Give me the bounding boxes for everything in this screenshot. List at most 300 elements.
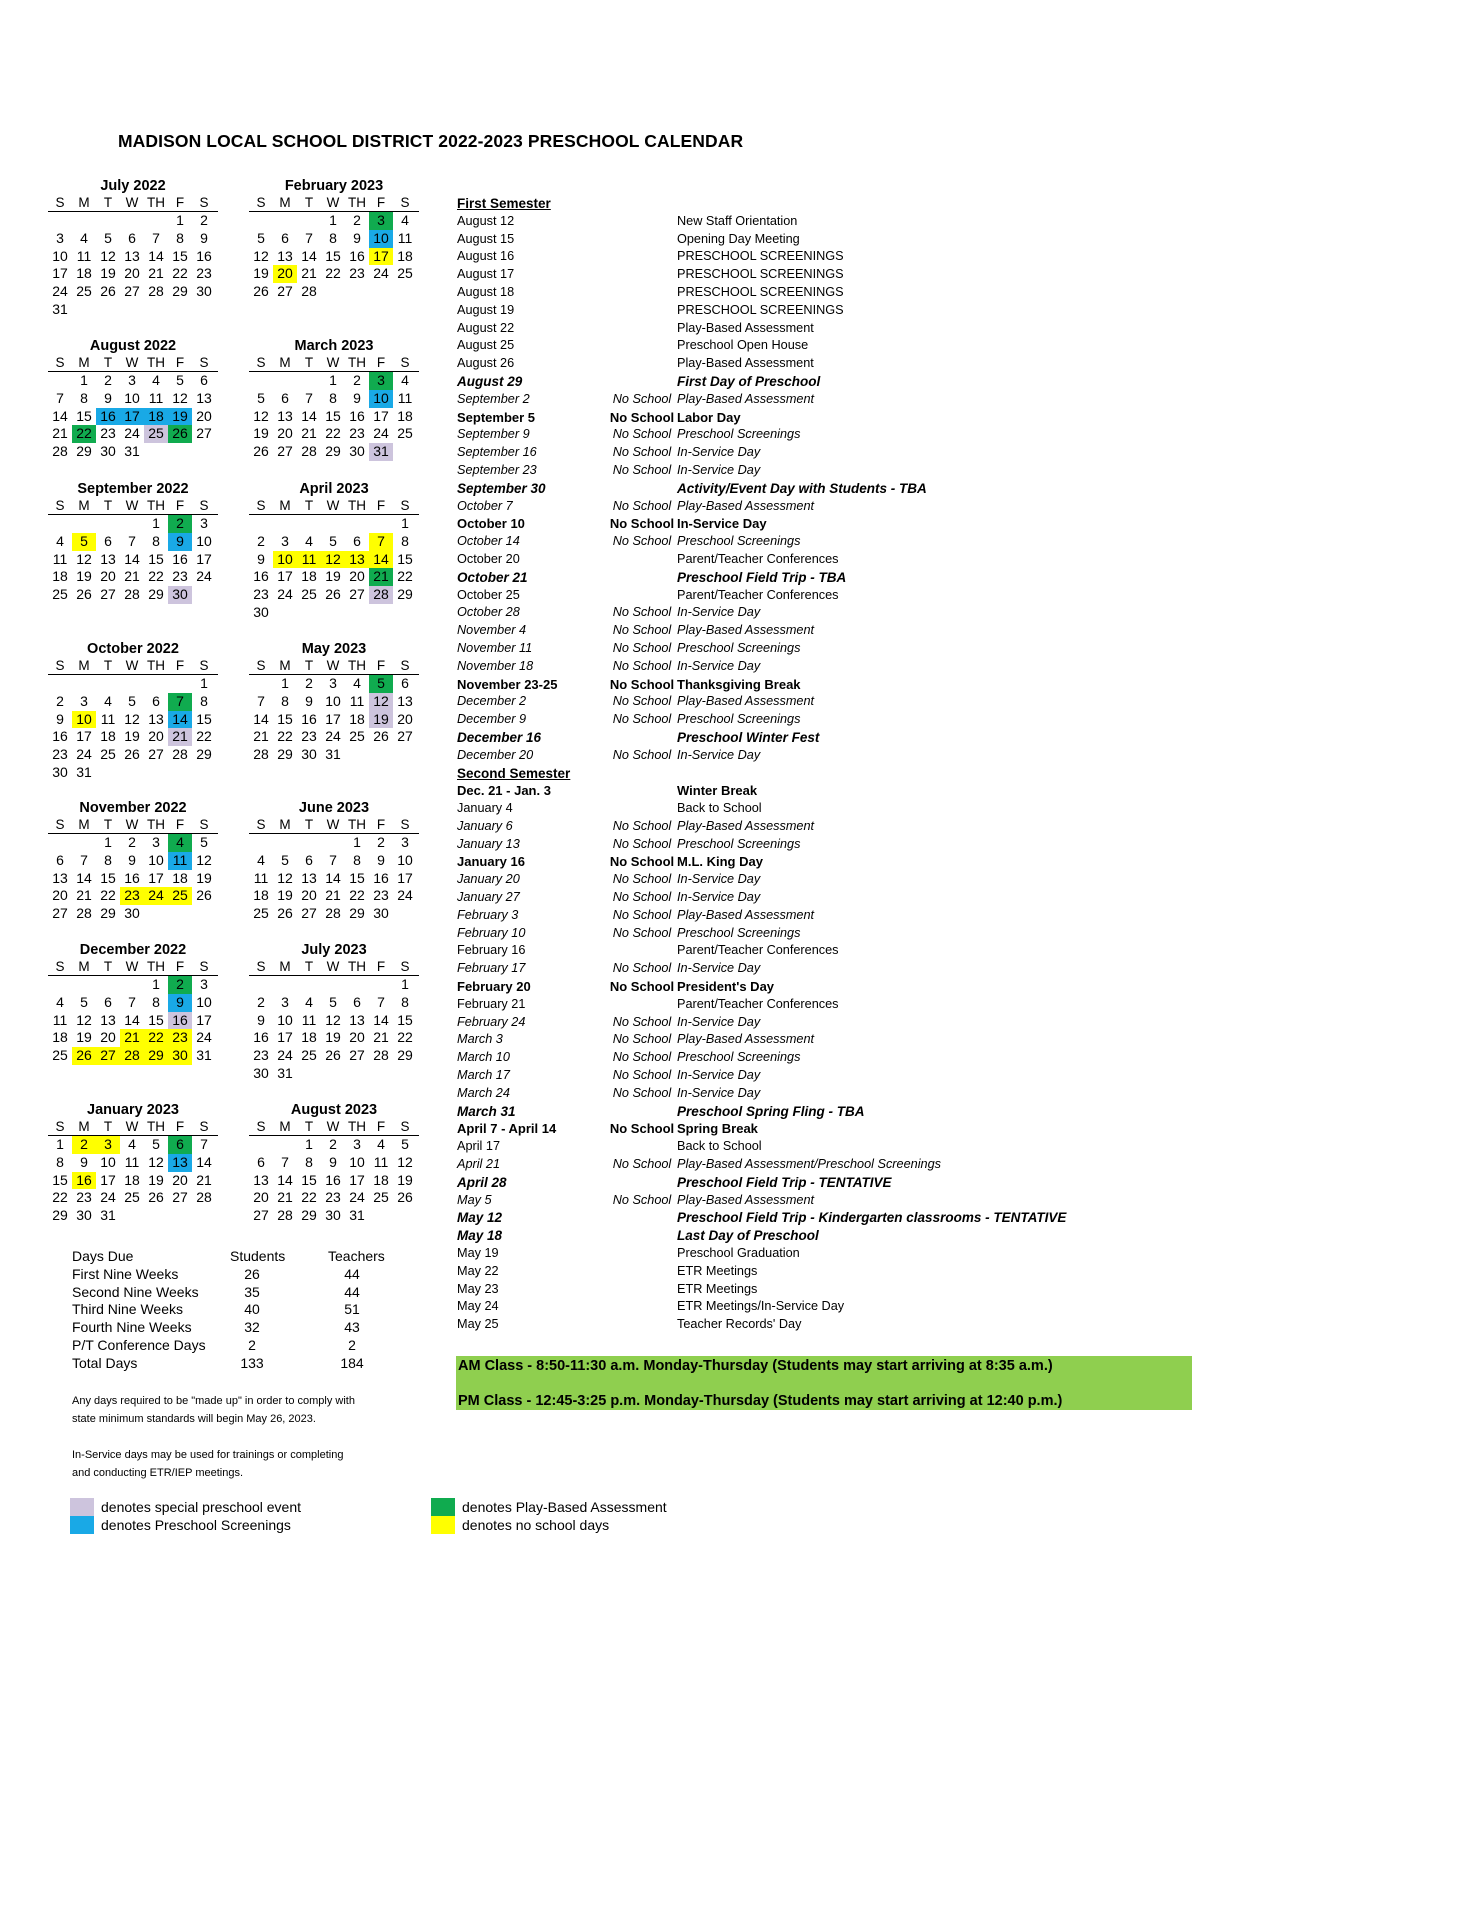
weekday-label: S bbox=[400, 355, 410, 370]
day-cell: 26 bbox=[325, 1047, 341, 1064]
day-cell: 8 bbox=[176, 229, 184, 246]
weekday-label: F bbox=[175, 498, 185, 513]
inservice-note bbox=[72, 1446, 392, 1482]
day-cell: 19 bbox=[76, 568, 92, 585]
month-calendar bbox=[249, 338, 419, 461]
event-row bbox=[457, 1227, 1217, 1245]
event-row bbox=[457, 889, 1217, 907]
day-cell: 21 bbox=[325, 887, 341, 904]
no-school-flag: No School bbox=[609, 1121, 675, 1137]
day-cell: 17 bbox=[369, 248, 393, 266]
day-cell: 6 bbox=[353, 993, 361, 1010]
weekday-label: TH bbox=[147, 498, 165, 513]
day-cell: 16 bbox=[349, 247, 365, 264]
month-calendar bbox=[48, 481, 218, 604]
weekday-label: TH bbox=[147, 195, 165, 210]
empty-day-cell bbox=[249, 675, 273, 693]
day-cell: 15 bbox=[277, 710, 293, 727]
weekday-label: F bbox=[376, 1119, 386, 1134]
event-date: February 17 bbox=[457, 961, 526, 976]
day-cell: 15 bbox=[196, 710, 212, 727]
event-label: In-Service Day bbox=[677, 1068, 761, 1083]
day-cell: 2 bbox=[329, 1136, 337, 1152]
month-calendar bbox=[249, 942, 419, 1083]
day-cell: 6 bbox=[104, 993, 112, 1010]
event-label: PRESCHOOL SCREENINGS bbox=[677, 267, 844, 282]
day-cell: 9 bbox=[353, 229, 361, 246]
day-cell: 22 bbox=[144, 1029, 168, 1047]
day-cell: 13 bbox=[100, 1011, 116, 1028]
day-cell: 25 bbox=[76, 283, 92, 300]
no-school-flag: No School bbox=[609, 409, 675, 425]
weekday-label: W bbox=[125, 959, 139, 974]
event-date: January 20 bbox=[457, 872, 520, 887]
day-cell: 25 bbox=[100, 746, 116, 763]
event-label: Play-Based Assessment bbox=[677, 356, 814, 371]
day-cell: 24 bbox=[76, 746, 92, 763]
day-cell: 10 bbox=[369, 230, 393, 248]
weekday-label: M bbox=[78, 355, 90, 370]
weekday-label: S bbox=[199, 1119, 209, 1134]
event-row bbox=[457, 391, 1217, 409]
empty-day-cell bbox=[249, 515, 273, 533]
day-cell: 6 bbox=[168, 1136, 192, 1154]
event-label: In-Service Day bbox=[677, 462, 761, 477]
event-date: October 28 bbox=[457, 605, 520, 620]
day-cell: 10 bbox=[52, 247, 68, 264]
day-cell: 4 bbox=[80, 229, 88, 246]
event-row bbox=[457, 587, 1217, 605]
day-cell: 6 bbox=[401, 675, 409, 691]
event-date: December 9 bbox=[457, 712, 527, 727]
weekday-label: T bbox=[103, 1119, 113, 1134]
day-cell: 15 bbox=[172, 247, 188, 264]
no-school-flag: No School bbox=[612, 747, 672, 762]
day-cell: 15 bbox=[397, 550, 413, 567]
event-label: Activity/Event Day with Students - TBA bbox=[677, 480, 927, 496]
event-date: May 22 bbox=[457, 1263, 499, 1278]
day-cell: 18 bbox=[76, 265, 92, 282]
empty-day-cell bbox=[249, 372, 273, 390]
no-school-flag: No School bbox=[612, 534, 672, 549]
day-cell: 18 bbox=[124, 1171, 140, 1188]
day-cell: 10 bbox=[349, 1153, 365, 1170]
month-calendar bbox=[48, 641, 218, 782]
weekday-header bbox=[48, 817, 218, 834]
event-row bbox=[457, 853, 1217, 871]
students-value: 26 bbox=[244, 1265, 260, 1282]
day-cell: 27 bbox=[253, 1207, 269, 1224]
day-cell: 10 bbox=[148, 851, 164, 868]
day-cell: 11 bbox=[148, 389, 164, 406]
event-date: August 16 bbox=[457, 249, 515, 264]
weekday-label: TH bbox=[348, 355, 366, 370]
no-school-flag: No School bbox=[609, 516, 675, 532]
month-name: September 2022 bbox=[77, 481, 189, 497]
days-due-row bbox=[72, 1319, 392, 1337]
month-calendar bbox=[48, 1102, 218, 1225]
weekday-label: T bbox=[304, 658, 314, 673]
makeup-note bbox=[72, 1392, 392, 1428]
no-school-flag: No School bbox=[609, 979, 675, 995]
day-cell: 11 bbox=[297, 551, 321, 569]
empty-day-cell bbox=[345, 976, 369, 994]
weekday-label: W bbox=[326, 1119, 340, 1134]
event-label: Teacher Records' Day bbox=[677, 1317, 802, 1332]
day-cell: 4 bbox=[168, 834, 192, 852]
day-cell: 14 bbox=[277, 1171, 293, 1188]
day-cell: 16 bbox=[301, 710, 317, 727]
day-cell: 17 bbox=[148, 869, 164, 886]
day-cell: 2 bbox=[377, 834, 385, 850]
day-cell: 5 bbox=[72, 533, 96, 551]
event-row bbox=[457, 409, 1217, 427]
day-cell: 16 bbox=[196, 247, 212, 264]
event-row bbox=[457, 1298, 1217, 1316]
day-cell: 18 bbox=[172, 869, 188, 886]
day-cell: 9 bbox=[56, 710, 64, 727]
day-cell: 27 bbox=[148, 746, 164, 763]
event-label: Play-Based Assessment bbox=[677, 498, 815, 513]
weekday-label: M bbox=[279, 1119, 291, 1134]
empty-day-cell bbox=[72, 675, 96, 693]
day-grid bbox=[48, 834, 218, 923]
day-cell: 31 bbox=[52, 300, 68, 317]
day-cell: 13 bbox=[168, 1154, 192, 1172]
day-cell: 30 bbox=[76, 1207, 92, 1224]
day-cell: 23 bbox=[301, 728, 317, 745]
empty-day-cell bbox=[120, 515, 144, 533]
empty-day-cell bbox=[249, 976, 273, 994]
no-school-flag: No School bbox=[612, 427, 672, 442]
day-cell: 3 bbox=[96, 1136, 120, 1154]
day-cell: 13 bbox=[345, 551, 369, 569]
event-row bbox=[457, 640, 1217, 658]
event-row bbox=[457, 569, 1217, 587]
day-cell: 11 bbox=[349, 692, 365, 709]
weekday-label: W bbox=[125, 355, 139, 370]
day-cell: 31 bbox=[369, 443, 393, 461]
event-label: Preschool Field Trip - TBA bbox=[677, 569, 847, 585]
day-cell: 19 bbox=[253, 425, 269, 442]
day-cell: 14 bbox=[373, 1011, 389, 1028]
day-cell: 10 bbox=[325, 692, 341, 709]
weekday-label: M bbox=[78, 658, 90, 673]
day-cell: 13 bbox=[277, 247, 293, 264]
day-grid bbox=[249, 976, 419, 1083]
weekday-header bbox=[249, 1119, 419, 1136]
day-grid bbox=[48, 212, 218, 319]
day-cell: 13 bbox=[301, 869, 317, 886]
empty-day-cell bbox=[120, 976, 144, 994]
event-date: December 20 bbox=[457, 747, 534, 762]
day-cell: 27 bbox=[100, 586, 116, 603]
day-cell: 25 bbox=[373, 1189, 389, 1206]
empty-day-cell bbox=[120, 212, 144, 230]
event-row bbox=[457, 1281, 1217, 1299]
event-date: November 11 bbox=[457, 640, 533, 655]
day-cell: 20 bbox=[52, 887, 68, 904]
weekday-label: S bbox=[55, 355, 65, 370]
day-cell: 23 bbox=[349, 265, 365, 282]
day-cell: 27 bbox=[277, 283, 293, 300]
weekday-label: TH bbox=[147, 817, 165, 832]
weekday-label: M bbox=[279, 195, 291, 210]
day-cell: 8 bbox=[305, 1153, 313, 1170]
day-cell: 11 bbox=[168, 852, 192, 870]
day-cell: 9 bbox=[353, 389, 361, 406]
semester-heading bbox=[457, 765, 1217, 783]
day-cell: 3 bbox=[369, 212, 393, 230]
event-date: August 19 bbox=[457, 302, 515, 317]
event-date: February 3 bbox=[457, 907, 519, 922]
row-label: Second Nine Weeks bbox=[72, 1283, 199, 1300]
day-cell: 13 bbox=[100, 550, 116, 567]
month-name: July 2022 bbox=[100, 178, 166, 194]
event-date: Dec. 21 - Jan. 3 bbox=[457, 783, 551, 799]
day-cell: 4 bbox=[128, 1136, 136, 1152]
pm-class-time: PM Class - 12:45-3:25 p.m. Monday-Thursday (Students may start arriving at 12:40 p.m.) bbox=[458, 1393, 1063, 1409]
day-cell: 10 bbox=[273, 551, 297, 569]
day-cell: 23 bbox=[168, 1029, 192, 1047]
day-cell: 8 bbox=[80, 389, 88, 406]
event-label: Opening Day Meeting bbox=[677, 231, 800, 246]
day-cell: 16 bbox=[124, 869, 140, 886]
day-cell: 1 bbox=[305, 1136, 313, 1152]
event-date: October 21 bbox=[457, 569, 528, 585]
event-label: ETR Meetings bbox=[677, 1281, 758, 1296]
weekday-label: S bbox=[256, 355, 266, 370]
day-cell: 20 bbox=[273, 265, 297, 283]
day-cell: 28 bbox=[277, 1207, 293, 1224]
event-label: Play-Based Assessment/Preschool Screenings bbox=[677, 1157, 941, 1172]
day-cell: 16 bbox=[325, 1171, 341, 1188]
day-cell: 8 bbox=[401, 993, 409, 1010]
day-cell: 8 bbox=[56, 1153, 64, 1170]
day-cell: 26 bbox=[373, 728, 389, 745]
empty-day-cell bbox=[273, 976, 297, 994]
day-cell: 22 bbox=[52, 1189, 68, 1206]
day-cell: 10 bbox=[397, 851, 413, 868]
empty-day-cell bbox=[273, 515, 297, 533]
weekday-header bbox=[48, 959, 218, 976]
event-row bbox=[457, 231, 1217, 249]
weekday-label: S bbox=[55, 195, 65, 210]
day-cell: 7 bbox=[281, 1153, 289, 1170]
day-cell: 5 bbox=[257, 229, 265, 246]
teachers-value: 2 bbox=[348, 1336, 356, 1353]
weekday-label: T bbox=[103, 355, 113, 370]
day-cell: 4 bbox=[56, 532, 64, 549]
day-grid bbox=[48, 372, 218, 461]
weekday-header bbox=[249, 498, 419, 515]
event-label: Preschool Field Trip - TENTATIVE bbox=[677, 1174, 892, 1190]
day-cell: 6 bbox=[281, 389, 289, 406]
month-name: June 2023 bbox=[298, 800, 370, 816]
month-name: July 2023 bbox=[301, 942, 367, 958]
day-grid bbox=[48, 675, 218, 782]
event-label: Preschool Open House bbox=[677, 338, 809, 353]
weekday-label: T bbox=[103, 658, 113, 673]
weekday-label: S bbox=[199, 195, 209, 210]
day-cell: 11 bbox=[76, 247, 92, 264]
day-cell: 6 bbox=[305, 851, 313, 868]
day-cell: 1 bbox=[329, 372, 337, 388]
day-cell: 16 bbox=[168, 1012, 192, 1030]
weekday-label: S bbox=[400, 498, 410, 513]
green-swatch-icon bbox=[431, 1498, 455, 1516]
day-cell: 19 bbox=[168, 408, 192, 426]
day-cell: 9 bbox=[168, 994, 192, 1012]
day-cell: 20 bbox=[172, 1171, 188, 1188]
month-calendar bbox=[249, 641, 419, 764]
empty-day-cell bbox=[297, 976, 321, 994]
no-school-flag: No School bbox=[612, 658, 672, 673]
day-cell: 9 bbox=[128, 851, 136, 868]
day-cell: 24 bbox=[144, 887, 168, 905]
makeup-note-line: Any days required to be "made up" in order to comply with bbox=[72, 1395, 355, 1407]
empty-day-cell bbox=[96, 976, 120, 994]
day-cell: 7 bbox=[128, 532, 136, 549]
weekday-header bbox=[249, 658, 419, 675]
event-date: November 18 bbox=[457, 658, 534, 673]
event-row bbox=[457, 355, 1217, 373]
day-cell: 28 bbox=[301, 283, 317, 300]
day-cell: 19 bbox=[196, 869, 212, 886]
day-cell: 15 bbox=[301, 1171, 317, 1188]
day-cell: 31 bbox=[349, 1207, 365, 1224]
day-cell: 28 bbox=[172, 746, 188, 763]
day-cell: 30 bbox=[100, 443, 116, 460]
day-cell: 1 bbox=[176, 212, 184, 228]
weekday-label: S bbox=[256, 1119, 266, 1134]
weekday-label: T bbox=[103, 959, 113, 974]
event-row bbox=[457, 978, 1217, 996]
day-grid bbox=[48, 976, 218, 1065]
day-cell: 26 bbox=[397, 1189, 413, 1206]
event-date: August 12 bbox=[457, 213, 515, 228]
weekday-label: W bbox=[125, 817, 139, 832]
day-cell: 9 bbox=[104, 389, 112, 406]
event-row bbox=[457, 836, 1217, 854]
header-students: Students bbox=[230, 1248, 286, 1264]
day-cell: 21 bbox=[76, 887, 92, 904]
event-row bbox=[457, 533, 1217, 551]
empty-day-cell bbox=[120, 675, 144, 693]
days-due-header bbox=[72, 1248, 392, 1266]
weekday-label: S bbox=[256, 658, 266, 673]
weekday-label: S bbox=[55, 658, 65, 673]
day-cell: 3 bbox=[80, 692, 88, 709]
day-cell: 31 bbox=[76, 763, 92, 780]
weekday-label: T bbox=[304, 1119, 314, 1134]
day-cell: 5 bbox=[176, 372, 184, 388]
day-cell: 20 bbox=[196, 407, 212, 424]
day-cell: 27 bbox=[124, 283, 140, 300]
day-cell: 27 bbox=[277, 443, 293, 460]
no-school-flag: No School bbox=[609, 676, 675, 692]
no-school-flag: No School bbox=[612, 890, 672, 905]
event-date: March 3 bbox=[457, 1032, 503, 1047]
event-label: Play-Based Assessment bbox=[677, 907, 815, 922]
weekday-label: F bbox=[175, 817, 185, 832]
day-grid bbox=[48, 515, 218, 604]
day-cell: 9 bbox=[377, 851, 385, 868]
event-date: August 26 bbox=[457, 356, 515, 371]
event-row bbox=[457, 1245, 1217, 1263]
day-cell: 15 bbox=[325, 407, 341, 424]
day-cell: 17 bbox=[100, 1171, 116, 1188]
day-cell: 6 bbox=[353, 532, 361, 549]
lavender-swatch-icon bbox=[70, 1498, 94, 1516]
day-cell: 26 bbox=[124, 746, 140, 763]
empty-day-cell bbox=[72, 515, 96, 533]
day-cell: 26 bbox=[277, 905, 293, 922]
weekday-label: M bbox=[279, 817, 291, 832]
event-date: September 30 bbox=[457, 480, 546, 496]
day-cell: 7 bbox=[80, 851, 88, 868]
day-cell: 6 bbox=[128, 229, 136, 246]
day-cell: 2 bbox=[168, 976, 192, 994]
weekday-label: S bbox=[256, 498, 266, 513]
event-row bbox=[457, 515, 1217, 533]
weekday-label: S bbox=[400, 1119, 410, 1134]
legend-label: denotes Preschool Screenings bbox=[101, 1517, 291, 1533]
day-cell: 24 bbox=[277, 586, 293, 603]
empty-day-cell bbox=[321, 834, 345, 852]
day-cell: 6 bbox=[200, 372, 208, 388]
day-cell: 18 bbox=[144, 408, 168, 426]
day-cell: 29 bbox=[325, 443, 341, 460]
event-label: Preschool Screenings bbox=[677, 427, 801, 442]
event-row bbox=[457, 444, 1217, 462]
day-cell: 1 bbox=[104, 834, 112, 850]
day-cell: 7 bbox=[200, 1136, 208, 1152]
event-label: First Day of Preschool bbox=[677, 373, 821, 389]
event-label: Thanksgiving Break bbox=[677, 676, 801, 692]
event-date: September 5 bbox=[457, 409, 536, 425]
event-date: November 4 bbox=[457, 623, 527, 638]
day-cell: 28 bbox=[253, 746, 269, 763]
event-row bbox=[457, 1031, 1217, 1049]
event-label: Preschool Screenings bbox=[677, 925, 801, 940]
day-cell: 8 bbox=[281, 692, 289, 709]
day-cell: 8 bbox=[353, 851, 361, 868]
event-date: May 12 bbox=[457, 1210, 503, 1226]
no-school-flag: No School bbox=[612, 623, 672, 638]
weekday-label: TH bbox=[348, 658, 366, 673]
day-cell: 2 bbox=[353, 212, 361, 228]
weekday-label: TH bbox=[348, 498, 366, 513]
event-label: Preschool Screenings bbox=[677, 640, 801, 655]
event-date: January 13 bbox=[457, 836, 520, 851]
row-label: Fourth Nine Weeks bbox=[72, 1319, 192, 1336]
day-cell: 11 bbox=[52, 1011, 68, 1028]
event-date: February 24 bbox=[457, 1014, 526, 1029]
event-row bbox=[457, 1156, 1217, 1174]
event-row bbox=[457, 1263, 1217, 1281]
day-cell: 14 bbox=[124, 550, 140, 567]
weekday-label: W bbox=[326, 959, 340, 974]
event-label: PRESCHOOL SCREENINGS bbox=[677, 249, 844, 264]
day-cell: 2 bbox=[257, 532, 265, 549]
day-cell: 7 bbox=[305, 229, 313, 246]
day-cell: 26 bbox=[100, 283, 116, 300]
day-cell: 17 bbox=[120, 408, 144, 426]
day-cell: 6 bbox=[56, 851, 64, 868]
event-label: Parent/Teacher Conferences bbox=[677, 943, 839, 958]
day-cell: 20 bbox=[277, 425, 293, 442]
